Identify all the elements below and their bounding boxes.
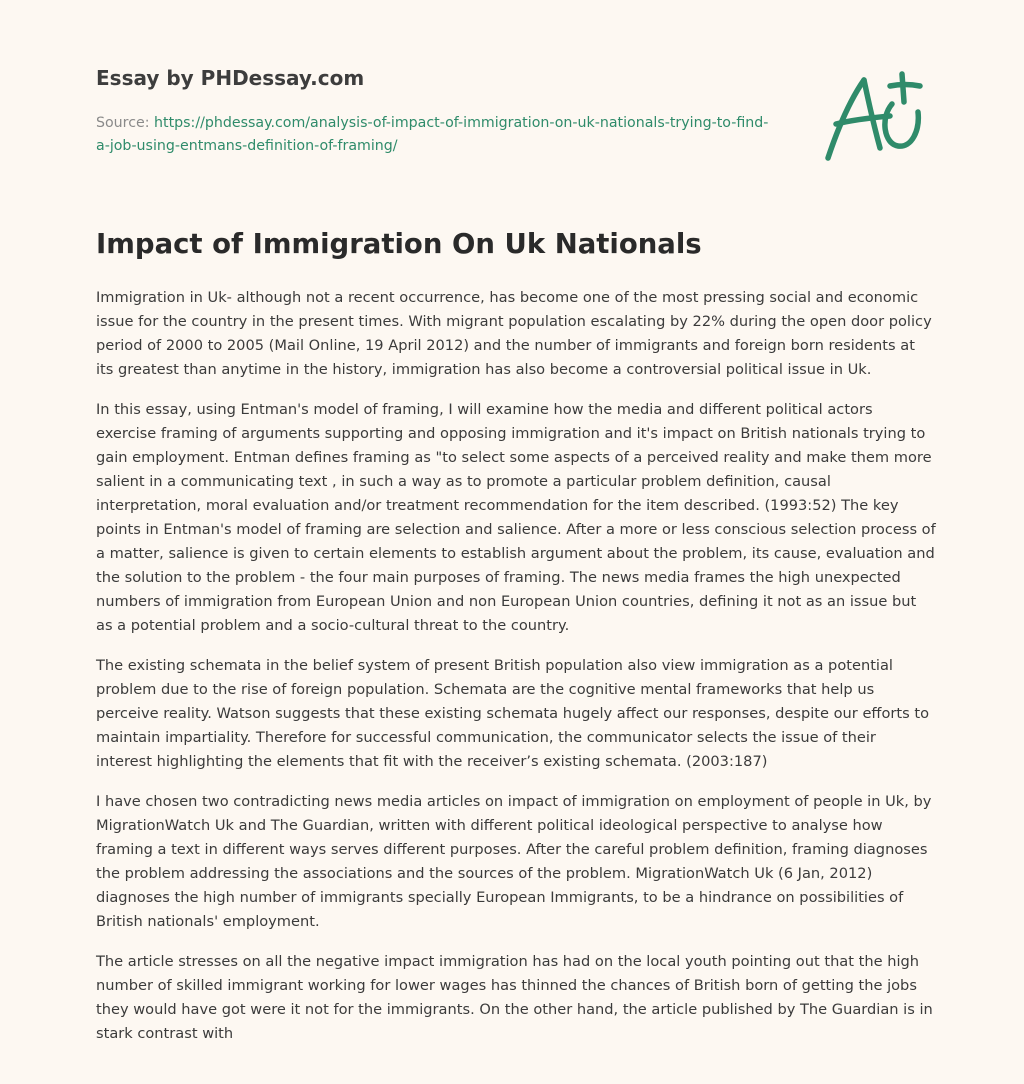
essay-paragraph: Immigration in Uk- although not a recent occurrence, has become one of the most pressing social and economic issue for the country in the present times. With migrant population escalating by 22% during the open door policy period of 2000 to 2005 (Mail Online, 19 April 2012) and the number of immigrants and foreign born residents at its greatest than anytime in the history, immigration has also become a controversial political issue in Uk. bbox=[96, 289, 932, 378]
essay-paragraph: I have chosen two contradicting news media articles on impact of immigration on employment of people in Uk, by MigrationWatch Uk and The Guardian, written with different political ideological perspective to analyse how framing a text in different ways serves different purposes. After the careful problem definition, framing diagnoses the problem addressing the associations and the sources of the problem. MigrationWatch Uk (6 Jan, 2012) diagnoses the high number of immigrants specially European Immigrants, to be a hindrance on possibilities of British nationals' employment. bbox=[96, 793, 932, 930]
a-plus-grade-icon bbox=[814, 66, 928, 166]
essay-paragraph: The article stresses on all the negative impact immigration has had on the local youth pointing out that the high number of skilled immigrant working for lower wages has thinned the chances of British born of getting the jobs they would have got were it not for the immigrants. On the other hand, the article published by The Guardian is in stark contrast with bbox=[96, 953, 933, 1042]
source-label: Source: bbox=[96, 115, 155, 131]
essay-title: Impact of Immigration On Uk Nationals bbox=[96, 228, 702, 260]
site-title: Essay by PHDessay.com bbox=[96, 66, 365, 90]
essay-body bbox=[96, 286, 936, 1062]
source-line bbox=[96, 112, 776, 158]
essay-paragraph: In this essay, using Entman's model of framing, I will examine how the media and different political actors exercise framing of arguments supporting and opposing immigration and it's impact on British nationals trying to gain employment. Entman defines framing as "to select some aspects of a perceived reality and make them more salient in a communicating text , in such a way as to promote a particular problem definition, causal interpretation, moral evaluation and/or treatment recommendation for the item described. (1993:52) The key points in Entman's model of framing are selection and salience. After a more or less conscious selection process of a matter, salience is given to certain elements to establish argument about the problem, its cause, evaluation and the solution to the problem - the four main purposes of framing. The news media frames the high unexpected numbers of immigration from European Union and non European Union countries, defining it not as an issue but as a potential problem and a socio-cultural threat to the country. bbox=[96, 401, 936, 634]
essay-paragraph: The existing schemata in the belief system of present British population also view immigration as a potential problem due to the rise of foreign population. Schemata are the cognitive mental frameworks that help us perceive reality. Watson suggests that these existing schemata hugely affect our responses, despite our efforts to maintain impartiality. Therefore for successful communication, the communicator selects the issue of their interest highlighting the elements that fit with the receiver’s existing schemata. (2003:187) bbox=[96, 657, 930, 770]
source-link[interactable]: https://phdessay.com/analysis-of-impact-of-immigration-on-uk-nationals-trying-to-find-a-job-using-entmans-definition-of-framing/ bbox=[96, 115, 769, 154]
